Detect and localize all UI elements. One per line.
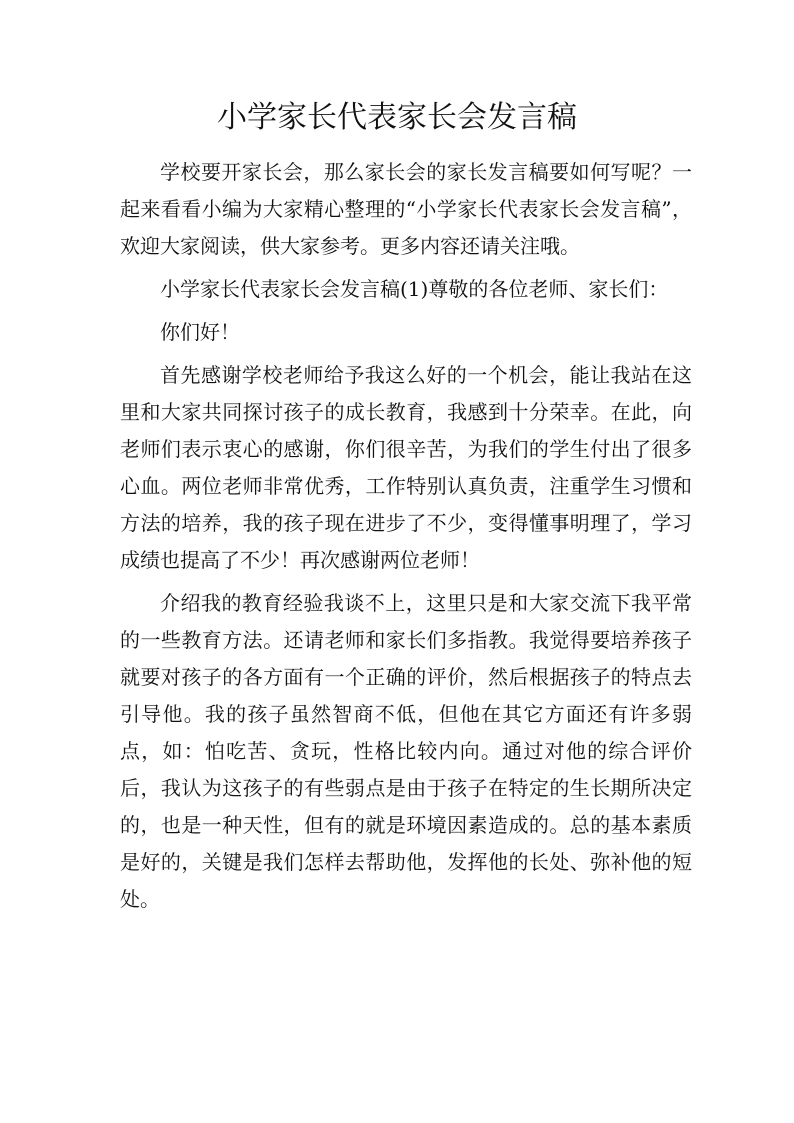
document-body: [120, 154, 692, 918]
paragraph-greeting: 你们好！: [160, 320, 240, 344]
paragraph-methods: 介绍我的教育经验我谈不上，这里只是和大家交流下我平常的一些教育方法。还请老师和家长们多指教。我觉得要培养孩子就要对孩子的各方面有一个正确的评价，然后根据孩子的特点去引导他。我的孩子虽然智商不低，但他在其它方面还有许多弱点，如：怕吃苦、贪玩，性格比较内向。通过对他的综合评价后，我认为这孩子的有些弱点是由于孩子在特定的生长期所决定的，也是一种天性，但有的就是环境因素造成的。总的基本素质是好的，关键是我们怎样去帮助他，发挥他的长处、弥补他的短处。: [120, 591, 692, 911]
paragraph-thanks: 首先感谢学校老师给予我这么好的一个机会，能让我站在这里和大家共同探讨孩子的成长教育，我感到十分荣幸。在此，向老师们表示衷心的感谢，你们很辛苦，为我们的学生付出了很多心血。两位老师非常优秀，工作特别认真负责，注重学生习惯和方法的培养，我的孩子现在进步了不少，变得懂事明理了，学习成绩也提高了不少！再次感谢两位老师！: [120, 363, 692, 572]
document-title: 小学家长代表家长会发言稿: [217, 100, 577, 135]
paragraph-intro: 学校要开家长会，那么家长会的家长发言稿要如何写呢？一起来看看小编为大家精心整理的“小学家长代表家长会发言稿”，欢迎大家阅读，供大家参考。更多内容还请关注哦。: [120, 160, 692, 258]
paragraph-salutation: 小学家长代表家长会发言稿(1)尊敬的各位老师、家长们：: [160, 277, 669, 301]
